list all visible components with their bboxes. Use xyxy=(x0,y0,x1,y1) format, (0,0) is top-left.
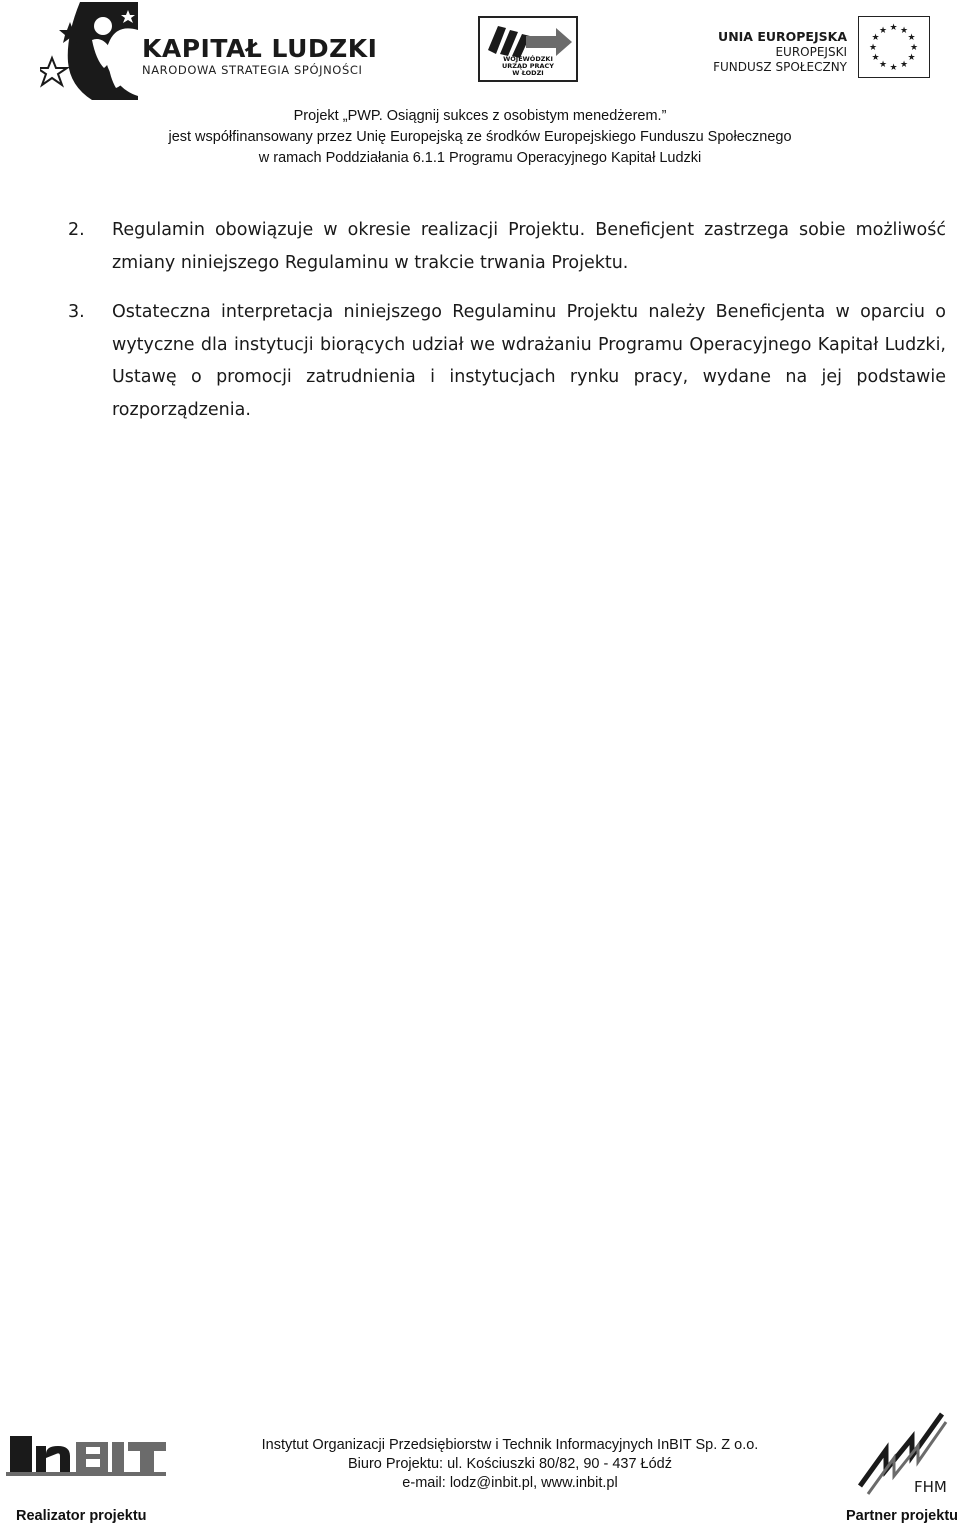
item-number: 2. xyxy=(68,220,85,240)
svg-text:★: ★ xyxy=(899,60,909,70)
svg-text:★: ★ xyxy=(878,60,888,70)
regulation-body xyxy=(68,214,946,426)
svg-text:★: ★ xyxy=(868,43,878,53)
footer-contact: e-mail: lodz@inbit.pl, www.inbit.pl xyxy=(402,1475,618,1491)
wup-line-3: W ŁODZI xyxy=(512,69,544,77)
item-text: Regulamin obowiązuje w okresie realizacji Projektu. Beneficjent zastrzega sobie możliwość zmiany niniejszego Regulaminu w trakcie trwania Projektu. xyxy=(112,220,946,273)
svg-text:★: ★ xyxy=(889,63,898,73)
wup-line-2: URZĄD PRACY xyxy=(502,62,554,70)
eu-flag-icon xyxy=(858,16,930,78)
wup-line-1: WOJEWÓDZKI xyxy=(503,55,553,63)
svg-text:★: ★ xyxy=(899,26,909,36)
item-number: 3. xyxy=(68,302,85,322)
svg-text:★: ★ xyxy=(909,43,919,53)
efs-line-2: FUNDUSZ SPOŁECZNY xyxy=(713,60,847,74)
project-caption xyxy=(0,106,960,169)
item-text: Ostateczna interpretacja niniejszego Regulaminu Projektu należy Beneficjenta w oparciu o wytyczne dla instytucji biorących udział we wdrażaniu Programu Operacyjnego Kapitał Ludzki, Ustawę o promocji zatrudnienia i instytucjach rynku pracy, wydane na jej podstawie rozporządzenia. xyxy=(112,302,946,420)
eu-title: UNIA EUROPEJSKA xyxy=(718,29,847,44)
svg-text:★: ★ xyxy=(907,53,916,63)
footer-office-address: Biuro Projektu: ul. Kościuszki 80/82, 90 - 437 Łódź xyxy=(347,1456,672,1472)
wup-lodz-logo xyxy=(478,16,578,82)
eu-efs-logo xyxy=(710,22,960,84)
svg-text:★: ★ xyxy=(871,53,880,63)
regulation-item xyxy=(68,214,946,279)
efs-line-1: EUROPEJSKI xyxy=(775,45,847,59)
fhm-logo-text: FHM xyxy=(914,1478,947,1496)
kapital-ludzki-emblem xyxy=(40,0,140,102)
kapital-ludzki-title: KAPITAŁ LUDZKI xyxy=(142,34,378,63)
fhm-logo xyxy=(856,1410,948,1496)
regulation-item xyxy=(68,296,946,426)
svg-text:★: ★ xyxy=(907,33,916,43)
svg-text:★: ★ xyxy=(871,33,880,43)
kapital-ludzki-logo xyxy=(40,0,385,102)
footer-institute: Instytut Organizacji Przedsiębiorstw i Technik Informacyjnych InBIT Sp. Z o.o. xyxy=(261,1437,759,1453)
partner-label: Partner projektu xyxy=(846,1508,958,1524)
kapital-ludzki-subtitle: NARODOWA STRATEGIA SPÓJNOŚCI xyxy=(142,63,363,77)
caption-line-2: jest współfinansowany przez Unię Europejską ze środków Europejskiego Funduszu Społecznego xyxy=(168,129,792,145)
caption-line-1: Projekt „PWP. Osiągnij sukces z osobistym menedżerem.” xyxy=(293,108,667,124)
footer-address xyxy=(0,1436,960,1493)
realizator-label: Realizator projektu xyxy=(16,1508,147,1524)
caption-line-3: w ramach Poddziałania 6.1.1 Programu Operacyjnego Kapitał Ludzki xyxy=(258,150,702,166)
svg-text:★: ★ xyxy=(889,23,898,33)
svg-text:★: ★ xyxy=(878,26,888,36)
